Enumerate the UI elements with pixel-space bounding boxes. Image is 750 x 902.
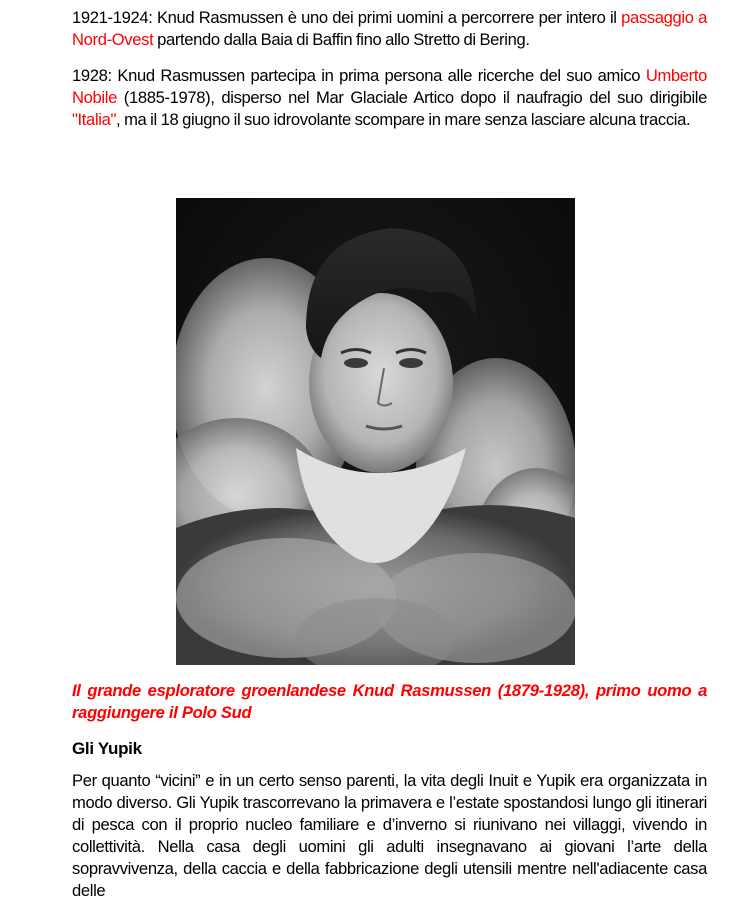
paragraph-text: partendo dalla Baia di Baffin fino allo Stretto di Bering. [153,30,530,49]
paragraph-text: 1928: Knud Rasmussen partecipa in prima persona alle ricerche del suo amico [72,66,646,85]
paragraph-text: , ma il 18 giugno il suo idrovolante scompare in mare senza lasciare alcuna traccia. [116,110,691,129]
paragraph-text: 1921-1924: Knud Rasmussen è uno dei primi uomini a percorrere per intero il [72,8,622,27]
link-umberto-nobile[interactable]: Umberto Nobile [72,66,707,107]
paragraph-1928 [72,65,707,131]
photo-caption: Il grande esploratore groenlandese Knud Rasmussen (1879-1928), primo uomo a raggiungere il Polo Sud [72,681,707,722]
section-body: Per quanto “vicini” e in un certo senso parenti, la vita degli Inuit e Yupik era organizzata in modo diverso. Gli Yupik trascorrevano la primavera e l’estate spostandosi lungo gli itinerari di pesca con il proprio nucleo familiare e d’inverno si riunivano nei villaggi, vivendo in collettività. Nella casa degli uomini gli adulti insegnavano ai giovani l’arte della sopravvivenza, della caccia e della fabbricazione degli utensili mentre nell'adiacente casa delle [72,771,707,900]
paragraph-text: (1885-1978), disperso nel Mar Glaciale Artico dopo il naufragio del suo dirigibile [116,88,707,107]
portrait-image [176,198,575,665]
paragraph-1921-1924 [72,7,707,51]
section-heading: Gli Yupik [72,739,142,758]
link-italia[interactable]: "Italia" [72,110,117,129]
document-page [72,7,707,131]
portrait-photo [176,198,575,665]
link-passaggio-nord-ovest[interactable]: passaggio a Nord-Ovest [72,8,707,49]
